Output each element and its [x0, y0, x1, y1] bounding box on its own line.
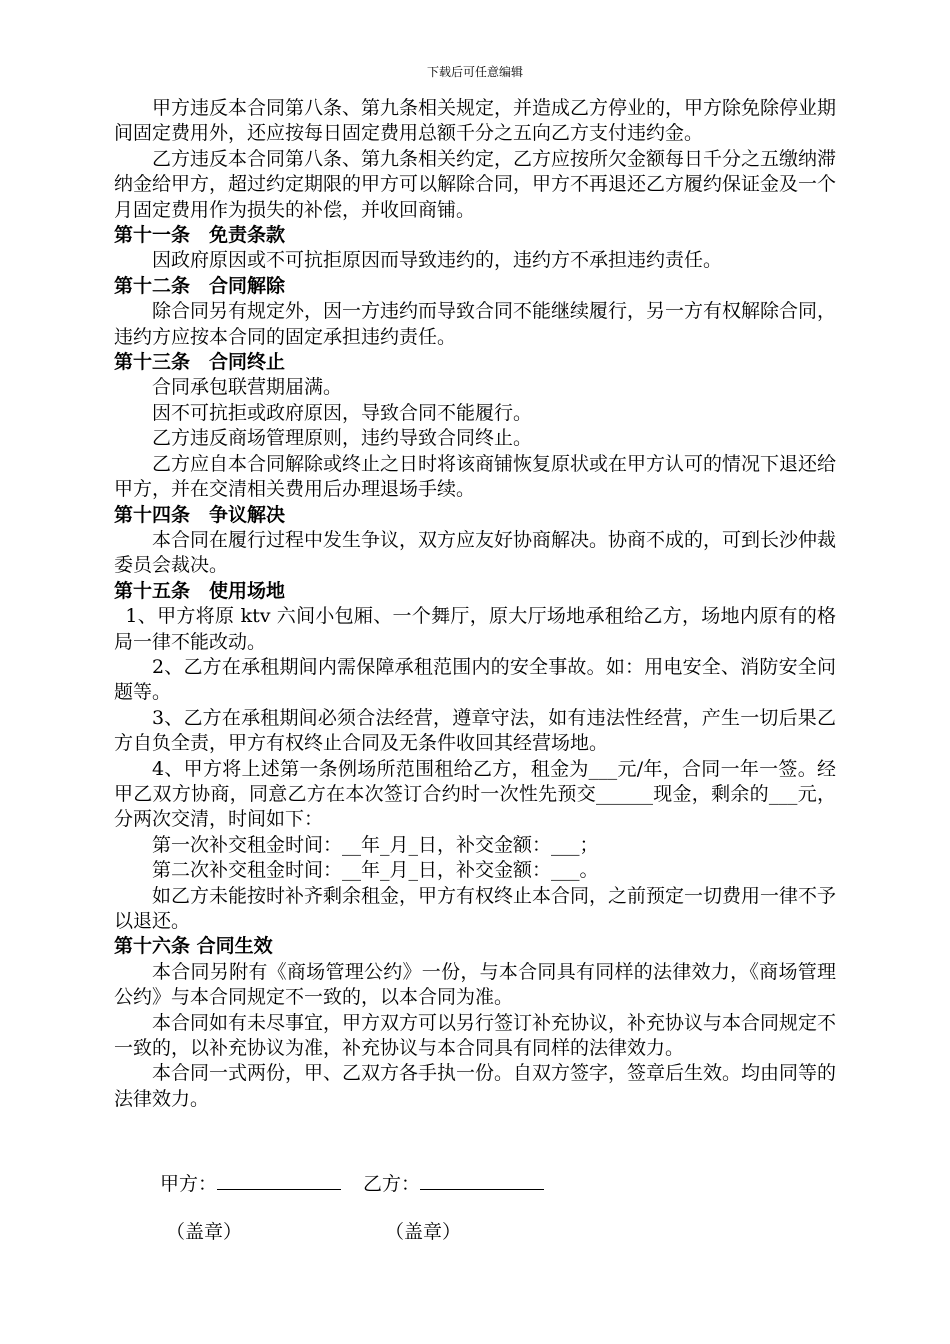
party-b-signature-line [420, 1171, 544, 1190]
section-heading: 第十三条 合同终止 [114, 351, 286, 374]
paragraph: 本合同一式两份，甲、乙双方各手执一份。自双方签字，签章后生效。均由同等的法律效力。 [114, 1062, 837, 1110]
section-heading: 第十四条 争议解决 [114, 503, 286, 526]
paragraph: 本合同另附有《商场管理公约》一份，与本合同具有同样的法律效力，《商场管理公约》与本合同规定不一致的，以本合同为准。 [114, 960, 836, 1009]
party-b-label: 乙方： [363, 1173, 421, 1195]
section-heading: 第十六条 合同生效 [114, 935, 273, 958]
paragraph: 合同承包联营期届满。 [152, 376, 343, 399]
paragraph: 乙方应自本合同解除或终止之日时将该商铺恢复原状或在甲方认可的情况下退还给甲方，并在交清相关费用后办理退场手续。 [114, 452, 837, 501]
paragraph: 2、乙方在承租期间内需保障承租范围内的安全事故。如：用电安全、消防安全问题等。 [114, 655, 836, 704]
section-heading: 第十五条 使用场地 [114, 579, 286, 602]
seal-a: （盖章） [166, 1221, 243, 1243]
paragraph: 本合同在履行过程中发生争议，双方应友好协商解决。协商不成的，可到长沙仲裁委员会裁决。 [114, 528, 837, 577]
party-a-label: 甲方： [160, 1173, 218, 1195]
paragraph: 除合同另有规定外，因一方违约而导致合同不能继续履行，另一方有权解除合同，违约方应按本合同的固定承担违约责任。 [114, 300, 837, 348]
signature-row [160, 1171, 544, 1197]
paragraph: 1、甲方将原 ktv 六间小包厢、一个舞厅，原大厅场地承租给乙方，场地内原有的格局一律不能改动。 [114, 605, 836, 653]
paragraph: 甲方违反本合同第八条、第九条相关规定，并造成乙方停业的，甲方除免除停业期间固定费用外，还应按每日固定费用总额千分之五向乙方支付违约金。 [114, 97, 837, 145]
paragraph: 4、甲方将上述第一条例场所范围租给乙方，租金为___元/年，合同一年一签。经甲乙双方协商，同意乙方在本次签订合约时一次性先预交______现金，剩余的___元，分两次交清，时间如下： [114, 757, 836, 831]
seal-b: （盖章） [385, 1221, 462, 1243]
document-body [114, 96, 836, 1112]
section-heading: 第十二条 合同解除 [114, 274, 286, 297]
paragraph: 乙方违反商场管理原则，违约导致合同终止。 [152, 427, 533, 450]
section-heading: 第十一条 免责条款 [114, 224, 286, 247]
paragraph: 本合同如有未尽事宜，甲方双方可以另行签订补充协议，补充协议与本合同规定不一致的，以补充协议为准，补充协议与本合同具有同样的法律效力。 [114, 1011, 837, 1060]
paragraph: 第一次补交租金时间：__年_月_日，补交金额：___； [152, 833, 599, 856]
paragraph: 乙方违反本合同第八条、第九条相关约定，乙方应按所欠金额每日千分之五缴纳滞纳金给甲方，超过约定期限的甲方可以解除合同，甲方不再退还乙方履约保证金及一个月固定费用作为损失的补偿，并收回商铺。 [114, 147, 837, 221]
paragraph: 第二次补交租金时间：__年_月_日，补交金额：___。 [152, 859, 599, 882]
page-header: 下载后可任意编辑 [426, 65, 523, 79]
paragraph: 因政府原因或不可抗拒原因而导致违约的，违约方不承担违约责任。 [152, 249, 723, 272]
party-a-signature-line [217, 1171, 341, 1190]
paragraph: 因不可抗拒或政府原因，导致合同不能履行。 [152, 401, 533, 424]
paragraph: 如乙方未能按时补齐剩余租金，甲方有权终止本合同，之前预定一切费用一律不予以退还。 [114, 884, 837, 932]
paragraph: 3、乙方在承租期间必须合法经营，遵章守法，如有违法性经营，产生一切后果乙方自负全责，甲方有权终止合同及无条件收回其经营场地。 [114, 706, 836, 755]
